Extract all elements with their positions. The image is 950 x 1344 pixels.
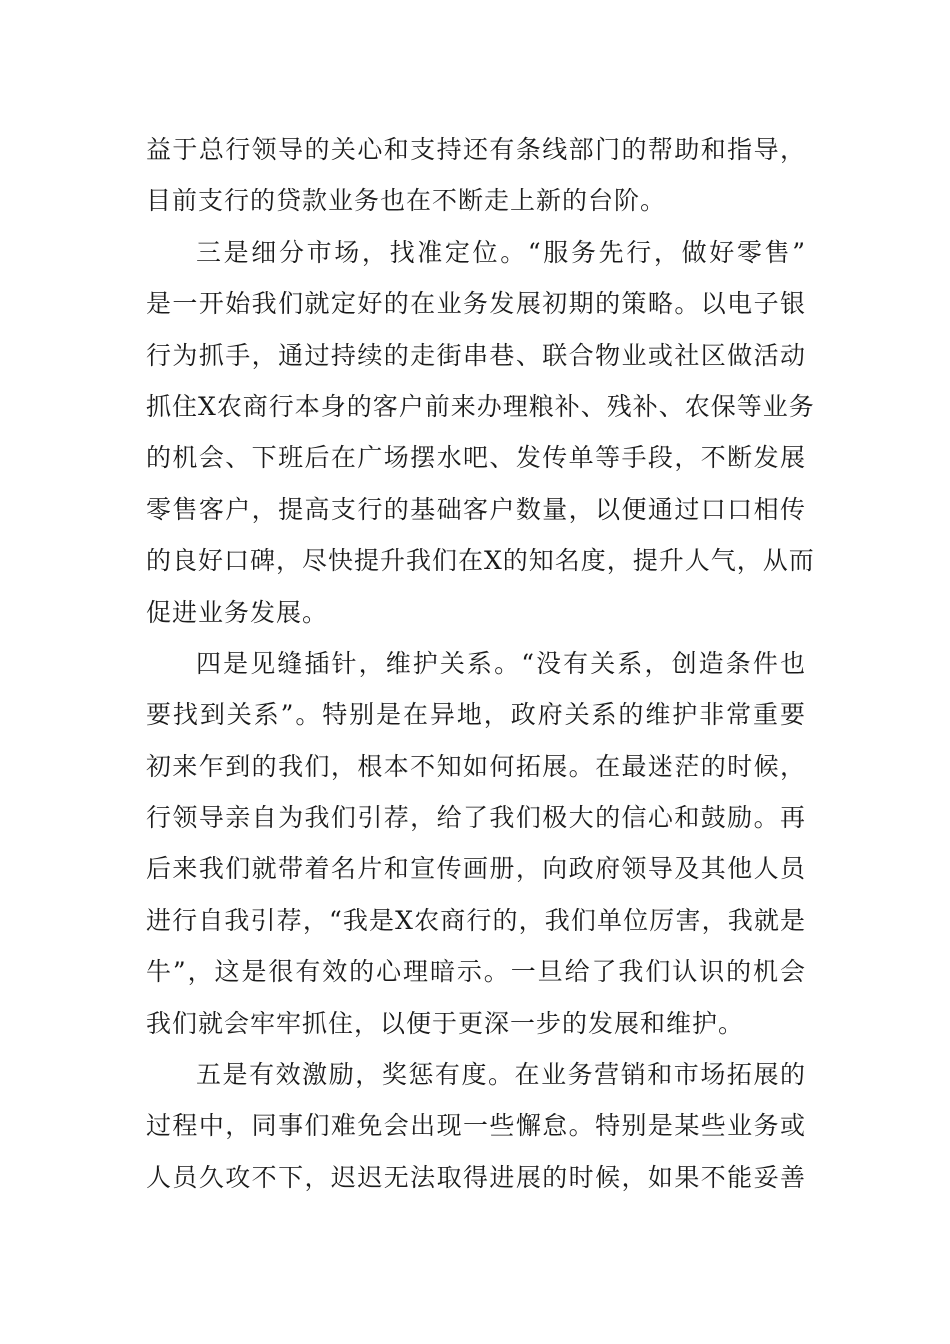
text-line: 抓住X农商行本身的客户前来办理粮补、残补、农保等业务 <box>146 391 815 421</box>
text-line: 的机会、下班后在广场摆水吧、发传单等手段，不断发展 <box>146 443 806 473</box>
text-line: 要找到关系”。特别是在异地，政府关系的维护非常重要 <box>146 700 806 730</box>
text-line: 牛”，这是很有效的心理暗示。一旦给了我们认识的机会 <box>146 957 806 987</box>
text-line: 目前支行的贷款业务也在不断走上新的台阶。 <box>146 186 667 216</box>
paragraph-first-line: 五是有效激励，奖惩有度。在业务营销和市场拓展的 <box>196 1060 806 1090</box>
text-line: 促进业务发展。 <box>146 597 329 627</box>
text-line: 人员久攻不下，迟迟无法取得进展的时候，如果不能妥善 <box>146 1162 806 1192</box>
text-line: 零售客户，提高支行的基础客户数量，以便通过口口相传 <box>146 494 806 524</box>
text-line: 行领导亲自为我们引荐，给了我们极大的信心和鼓励。再 <box>146 803 806 833</box>
text-line: 益于总行领导的关心和支持还有条线部门的帮助和指导， <box>146 135 806 164</box>
text-line: 进行自我引荐，“我是X农商行的，我们单位厉害，我就是 <box>146 905 806 935</box>
text-line: 的良好口碑，尽快提升我们在X的知名度，提升人气，从而 <box>146 546 815 576</box>
paragraph-first-line: 四是见缝插针，维护关系。“没有关系，创造条件也 <box>196 648 806 678</box>
paragraph-first-line: 三是细分市场，找准定位。“服务先行，做好零售” <box>196 237 806 267</box>
text-line: 初来乍到的我们，根本不知如何拓展。在最迷茫的时候， <box>146 751 806 781</box>
text-line: 过程中，同事们难免会出现一些懈怠。特别是某些业务或 <box>146 1111 806 1141</box>
text-line: 行为抓手，通过持续的走街串巷、联合物业或社区做活动 <box>146 340 806 370</box>
body-text <box>146 124 815 1203</box>
text-line: 我们就会牢牢抓住，以便于更深一步的发展和维护。 <box>146 1008 745 1038</box>
text-line: 后来我们就带着名片和宣传画册，向政府领导及其他人员 <box>146 854 806 884</box>
text-line: 是一开始我们就定好的在业务发展初期的策略。以电子银 <box>146 289 806 319</box>
